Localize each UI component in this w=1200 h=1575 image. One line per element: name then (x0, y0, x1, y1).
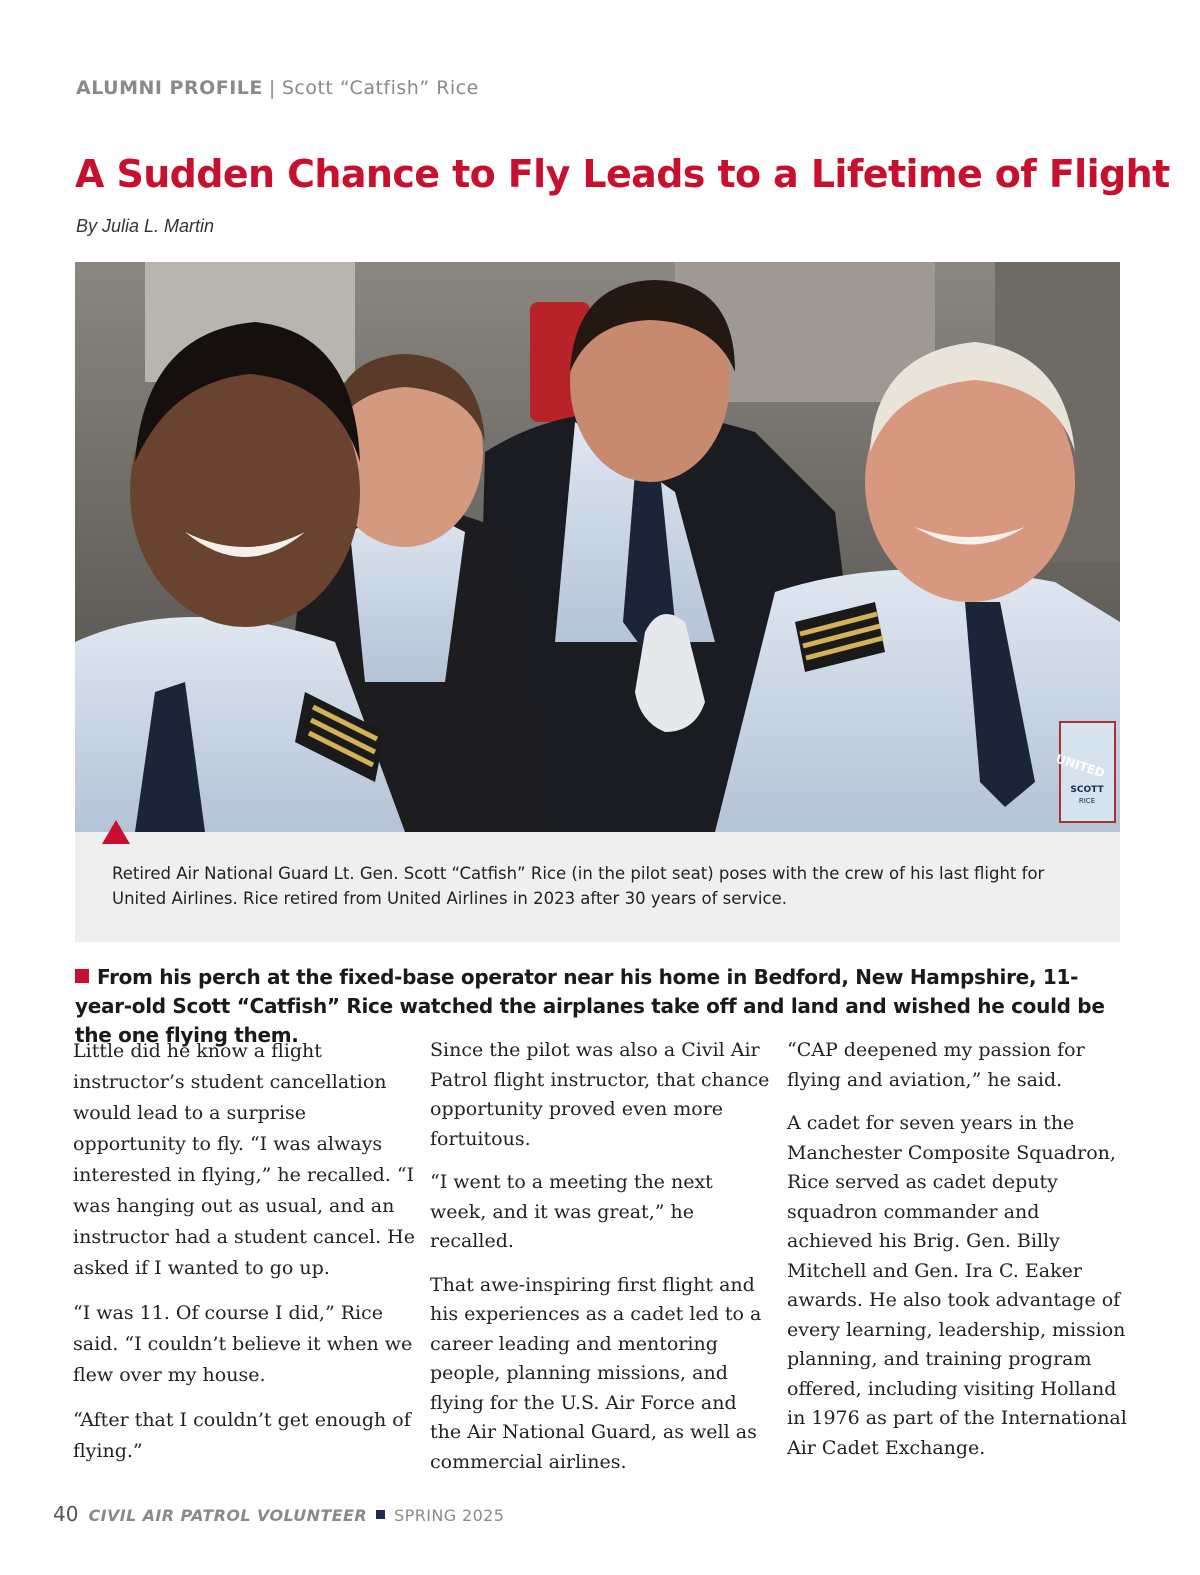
crew-photo-illustration (75, 262, 1120, 832)
body-paragraph: “CAP deepened my passion for flying and aviation,” he said. (787, 1039, 1085, 1091)
page-footer (53, 1502, 504, 1526)
body-paragraph: Little did he know a flight instructor’s student cancellation would lead to a surprise opportunity to fly. “I was always interested in flying,” he recalled. “I was hanging out as usual, and an instructor had a student cancel. He asked if I wanted to go up. (73, 1040, 415, 1279)
section-label: ALUMNI PROFILE (76, 77, 263, 99)
photo-caption (75, 832, 1120, 942)
byline: By Julia L. Martin (76, 216, 215, 236)
article-title: A Sudden Chance to Fly Leads to a Lifetime of Flight (75, 152, 1170, 196)
badge-name: SCOTT (1070, 785, 1104, 795)
footer-square-icon (376, 1510, 385, 1519)
caption-marker-icon (102, 820, 130, 844)
page-number: 40 (53, 1502, 79, 1526)
lede-square-icon (75, 969, 89, 983)
body-column-2 (430, 1036, 772, 1491)
section-kicker (76, 77, 479, 99)
body-paragraph: “After that I couldn’t get enough of flying.” (73, 1409, 411, 1462)
crew-photo (75, 262, 1120, 832)
body-paragraph: Since the pilot was also a Civil Air Patrol flight instructor, that chance opportunity proved even more fortuitous. (430, 1039, 770, 1150)
caption-text: Retired Air National Guard Lt. Gen. Scott “Catfish” Rice (in the pilot seat) poses with the crew of his last flight for United Airlines. Rice retired from United Airlines in 2023 after 30 years of service. (112, 864, 1045, 908)
kicker-separator: | (268, 77, 276, 99)
body-paragraph: A cadet for seven years in the Manchester Composite Squadron, Rice served as cadet deputy squadron commander and achieved his Brig. Gen. Billy Mitchell and Gen. Ira C. Eaker awards. He also took advantage of every learning, leadership, mission planning, and training program offered, including visiting Holland in 1976 as part of the International Air Cadet Exchange. (787, 1112, 1127, 1459)
body-paragraph: “I went to a meeting the next week, and it was great,” he recalled. (430, 1171, 713, 1252)
lanyard-text: UNITED (1054, 751, 1107, 781)
profile-subject: Scott “Catfish” Rice (281, 77, 479, 99)
body-paragraph: “I was 11. Of course I did,” Rice said. “I couldn’t believe it when we flew over my house. (73, 1302, 413, 1386)
magazine-name: CIVIL AIR PATROL VOLUNTEER (88, 1506, 368, 1525)
body-paragraph: That awe-inspiring first flight and his experiences as a cadet led to a career leading and mentoring people, planning missions, and flying for the U.S. Air Force and the Air National Guard, as well as commercial airlines. (430, 1273, 762, 1473)
lede-text: From his perch at the fixed-base operator near his home in Bedford, New Hampshire, 11-year-old Scott “Catfish” Rice watched the airplanes take off and land and wished he could be the one flying them. (75, 965, 1105, 1047)
badge-sub: RICE (1078, 797, 1096, 805)
body-column-3 (787, 1036, 1127, 1477)
issue-date: SPRING 2025 (394, 1506, 505, 1525)
body-column-1 (73, 1036, 415, 1481)
